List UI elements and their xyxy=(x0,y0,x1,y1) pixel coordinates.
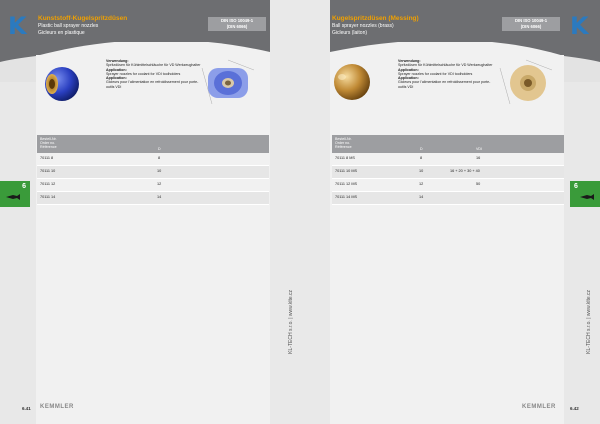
din-badge: DIN ISO 10049-1 (DIN 6066) xyxy=(502,17,560,31)
title-fr: Gicleurs (laiton) xyxy=(332,29,368,36)
chapter-tab[interactable]: 6 xyxy=(0,181,30,207)
kemmler-logo: K xyxy=(570,12,589,40)
footer-brand: KEMMLER xyxy=(522,404,556,410)
table-row: 70111 14 MS 14 xyxy=(332,192,564,205)
right-title-block xyxy=(332,15,419,36)
title-de: Kugelspritzdüsen (Messing) xyxy=(332,15,419,22)
din-badge: DIN ISO 10049-1 (DIN 6066) xyxy=(208,17,266,31)
right-page xyxy=(300,0,600,424)
left-title-block xyxy=(38,15,127,36)
table-header: Bestell-Nr. Order no. Référence D xyxy=(37,135,269,153)
title-de: Kunststoff-Kugelspritzdüsen xyxy=(38,15,128,22)
plastic-nozzle-drawing xyxy=(198,58,258,108)
chapter-tab[interactable]: 6 xyxy=(570,181,600,207)
vertical-website-text: KL-TECH s.r.o. | www.klte.cz xyxy=(288,290,294,354)
table-row: 70111 12 MS 12 50 xyxy=(332,179,564,192)
title-fr: Gicleurs en plastique xyxy=(38,29,85,36)
table-row: 70111 10 MS 10 16 + 20 + 30 + 40 xyxy=(332,166,564,179)
brass-nozzle-photo xyxy=(330,60,372,102)
table-row: 70111 10 10 xyxy=(37,166,269,179)
table-row: 70111 12 12 xyxy=(37,179,269,192)
table-row: 70111 8 MS 8 16 xyxy=(332,153,564,166)
plastic-nozzle-photo xyxy=(40,60,82,102)
usage-text: Verwendung: Spritzdüsen für Kühlmittelschläuche für VD Werkzeughalter Application: Sprayer nozzles for coolant for VDI toolholders Application: Gicleurs pour l'alimentation en refroidissement pour porte-outils VDI xyxy=(398,59,493,89)
usage-text: Verwendung: Spritzdüsen für Kühlmittelschläuche für VD Werkzeughalter Application: Sprayer nozzles for coolant for VDI toolholders Application: Gicleurs pour l'alimentation en refroidissement pour porte-outils VDI xyxy=(106,59,201,89)
vertical-website-text: KL-TECH s.r.o. | www.klte.cz xyxy=(586,290,592,354)
table-header: Bestell-Nr. Order no. Référence D VDI xyxy=(332,135,564,153)
title-en: Plastic ball sprayer nozzles xyxy=(38,23,99,29)
product-table-left xyxy=(37,135,269,205)
page-number: 6.41 xyxy=(22,406,31,411)
table-row: 70111 8 8 xyxy=(37,153,269,166)
product-table-right xyxy=(332,135,564,205)
footer-brand: KEMMLER xyxy=(40,404,74,410)
kemmler-logo: K xyxy=(8,12,27,40)
page-number: 6.42 xyxy=(570,406,579,411)
brass-nozzle-drawing xyxy=(496,58,556,108)
nozzle-icon xyxy=(5,192,21,202)
title-en: Ball sprayer nozzles (brass) xyxy=(332,23,394,29)
nozzle-icon xyxy=(579,192,595,202)
table-row: 70111 14 14 xyxy=(37,192,269,205)
